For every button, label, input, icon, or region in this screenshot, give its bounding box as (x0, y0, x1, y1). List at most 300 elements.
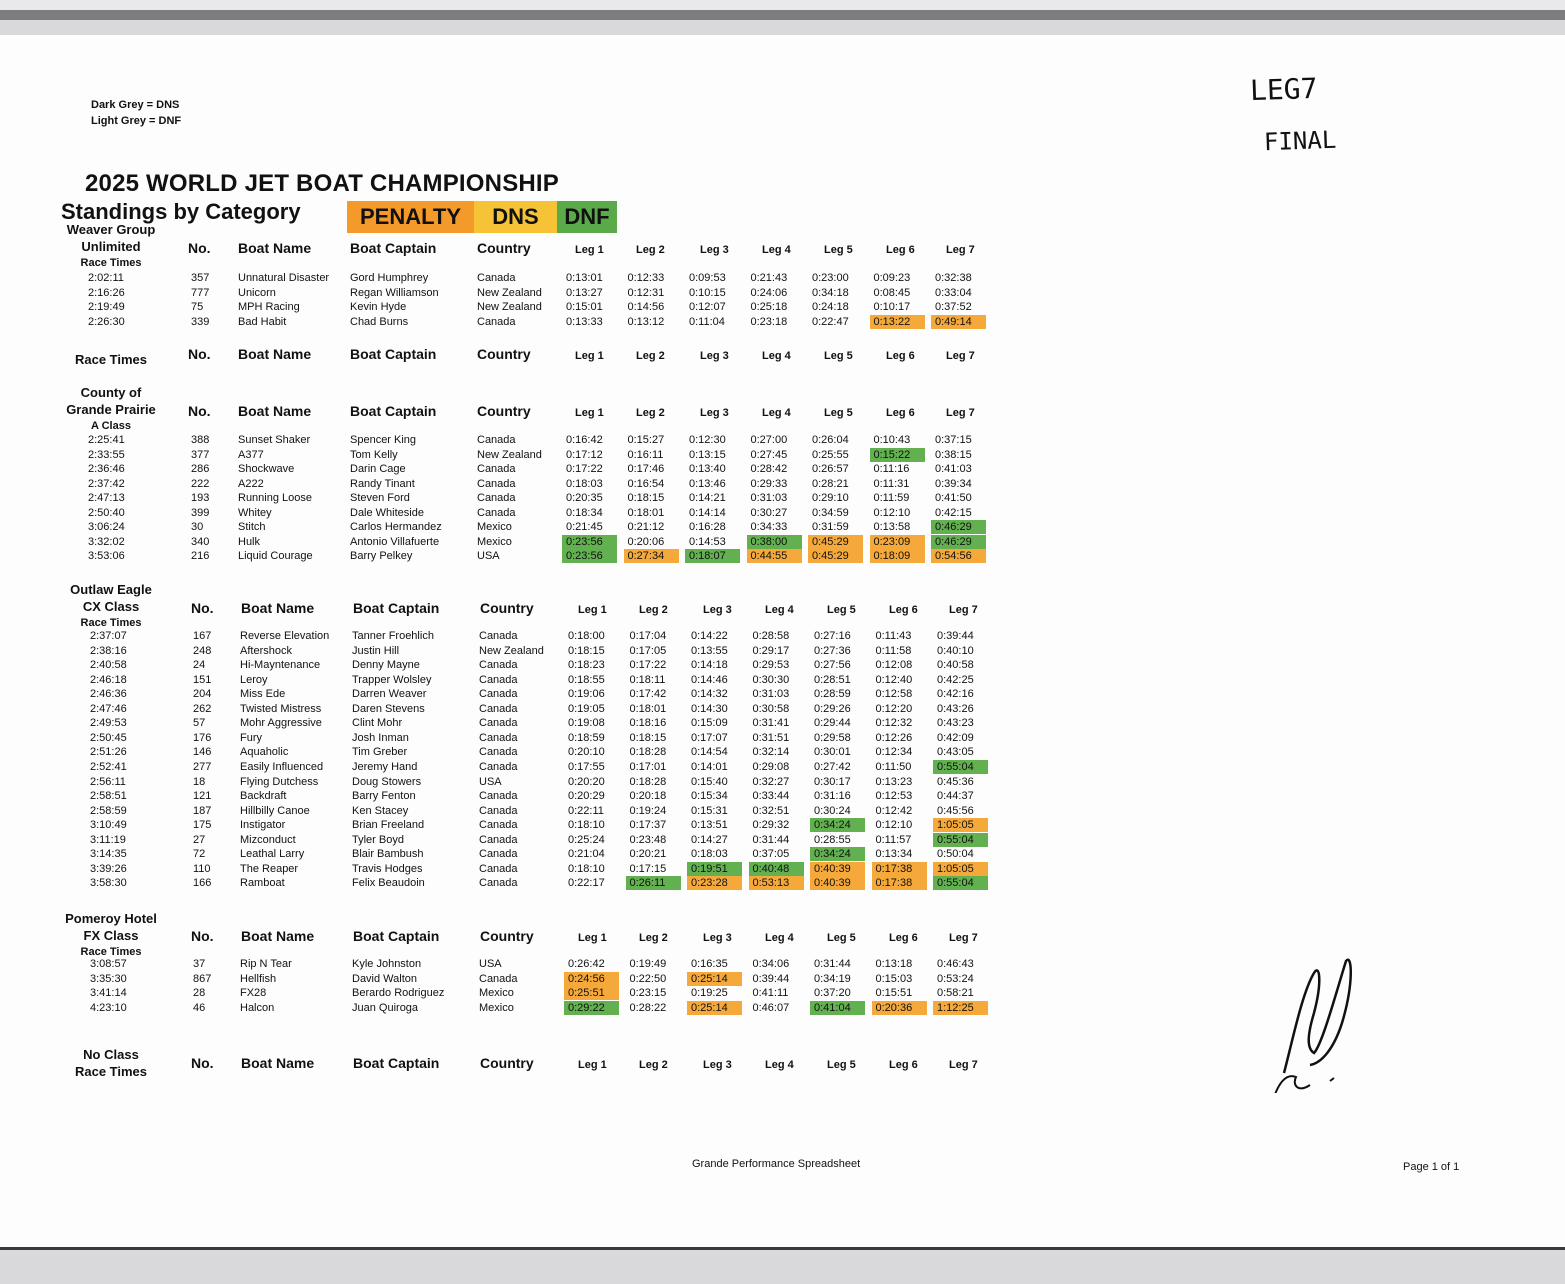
window-top-bar (0, 10, 1565, 20)
leg-time-cell: 0:37:15 (935, 434, 972, 446)
boat-captain-cell: Regan Williamson (350, 286, 439, 299)
leg-time-cell: 0:40:10 (937, 644, 974, 657)
column-header: Leg 7 (946, 350, 975, 362)
leg-time-cell: 0:43:23 (937, 717, 974, 730)
race-time-cell: 2:46:36 (90, 688, 127, 701)
column-header: Country (480, 928, 534, 944)
boat-name-cell: Mizconduct (240, 833, 296, 846)
boat-captain-cell: Jeremy Hand (352, 760, 418, 773)
leg-time-cell: 0:31:59 (812, 521, 849, 534)
category-label (56, 910, 166, 961)
leg-time-cell: 0:41:11 (752, 987, 789, 1000)
leg-time-cell: 0:20:35 (566, 492, 603, 505)
leg-time-cell: 0:13:58 (873, 521, 911, 534)
leg-time-cell: 0:33:04 (935, 286, 972, 299)
column-header: Leg 3 (700, 244, 729, 256)
boat-number-cell: 187 (193, 804, 212, 817)
country-cell: Canada (479, 702, 518, 715)
leg-time-cell: 0:14:18 (691, 659, 728, 672)
leg-time-cell: 0:18:59 (568, 731, 605, 744)
leg-time-cell: 0:18:23 (568, 659, 605, 672)
boat-number-cell: 176 (193, 731, 212, 744)
boat-name-cell: Leathal Larry (240, 848, 305, 861)
leg-time-cell: 0:15:40 (691, 775, 728, 788)
table-row (0, 271, 1000, 285)
country-cell: Canada (479, 630, 518, 642)
table-row (0, 644, 1000, 658)
race-time-cell: 2:49:53 (90, 717, 127, 730)
leg-time-cell: 0:42:25 (937, 673, 974, 686)
leg-time-cell: 0:11:31 (873, 477, 910, 490)
leg-time-cell: 0:27:56 (814, 659, 851, 672)
boat-captain-cell: Barry Fenton (352, 790, 416, 803)
boat-captain-cell: Blair Bambush (352, 848, 424, 861)
column-header: Leg 5 (827, 1059, 856, 1071)
scanned-page (0, 35, 1565, 1250)
leg-time-cell: 0:25:55 (812, 448, 849, 461)
boat-number-cell: 72 (193, 848, 206, 861)
leg-time-cell: 0:41:50 (935, 492, 972, 505)
leg-time-cell: 0:20:06 (627, 535, 665, 548)
country-cell: Canada (479, 862, 518, 875)
country-cell: USA (479, 775, 502, 788)
race-time-cell: 3:35:30 (90, 972, 127, 985)
leg-time-cell: 0:14:22 (691, 630, 728, 642)
handwritten-leg: LEG7 (1249, 71, 1318, 108)
leg-time-cell: 0:29:53 (752, 659, 790, 672)
window-top-band (0, 0, 1565, 10)
leg-time-cell: 0:29:44 (814, 717, 851, 730)
leg-time-cell: 0:37:05 (752, 848, 790, 861)
leg-time-cell: 0:16:11 (627, 448, 664, 461)
leg-time-cell: 0:44:55 (747, 549, 802, 563)
leg-time-cell: 0:29:33 (750, 477, 788, 490)
leg-time-cell: 0:14:53 (689, 535, 726, 548)
table-row (0, 775, 1000, 789)
boat-name-cell: Shockwave (238, 463, 295, 476)
leg-time-cell: 0:14:14 (689, 506, 726, 519)
boat-captain-cell: Justin Hill (352, 644, 400, 657)
table-row (0, 731, 1000, 745)
column-header: Leg 2 (636, 244, 665, 256)
boat-captain-cell: Kyle Johnston (352, 958, 422, 970)
race-time-cell: 2:37:07 (90, 630, 127, 642)
leg-time-cell: 1:05:05 (933, 862, 988, 876)
leg-time-cell: 0:23:56 (562, 535, 617, 549)
column-header: Leg 5 (824, 244, 853, 256)
leg-time-cell: 0:29:58 (814, 731, 851, 744)
boat-captain-cell: Tanner Froehlich (352, 630, 434, 642)
column-header: Boat Name (241, 600, 315, 616)
column-header: Leg 2 (636, 407, 665, 419)
leg-time-cell: 0:19:24 (629, 804, 667, 817)
boat-captain-cell: Ken Stacey (352, 804, 409, 817)
race-time-cell: 2:50:45 (90, 731, 127, 744)
race-time-cell: 3:14:35 (90, 848, 127, 861)
leg-time-cell: 0:17:38 (872, 876, 927, 890)
leg-time-cell: 0:42:09 (937, 731, 974, 744)
leg-time-cell: 0:15:03 (875, 972, 913, 985)
race-time-cell: 3:32:02 (88, 535, 125, 548)
country-cell: Canada (477, 492, 516, 505)
table-row (0, 687, 1000, 701)
leg-time-cell: 0:28:42 (750, 463, 788, 476)
race-time-cell: 3:06:24 (88, 521, 125, 534)
column-header: Leg 2 (636, 350, 665, 362)
key-penalty: PENALTY (347, 201, 474, 233)
category-line: No Class (83, 1047, 139, 1062)
leg-time-cell: 0:22:47 (812, 315, 849, 328)
column-header: Leg 7 (949, 932, 978, 944)
leg-time-cell: 0:45:29 (808, 549, 863, 563)
category-line: Race Times (74, 1064, 148, 1079)
leg-time-cell: 0:15:31 (691, 804, 728, 817)
boat-number-cell: 166 (193, 877, 212, 890)
leg-time-cell: 0:12:20 (875, 702, 913, 715)
leg-time-cell: 0:18:34 (566, 506, 603, 519)
leg-time-cell: 0:38:15 (935, 448, 972, 461)
leg-time-cell: 0:17:15 (629, 862, 667, 875)
category-line: Race Times (74, 352, 148, 367)
boat-captain-cell: Darin Cage (350, 463, 406, 476)
leg-time-cell: 0:18:15 (629, 731, 667, 744)
boat-name-cell: Liquid Courage (238, 550, 313, 563)
table-row (0, 804, 1000, 818)
leg-time-cell: 0:29:26 (814, 702, 851, 715)
boat-number-cell: 357 (191, 272, 210, 284)
leg-time-cell: 0:12:34 (875, 746, 913, 759)
boat-number-cell: 222 (191, 477, 210, 490)
boat-captain-cell: Carlos Hermandez (350, 521, 442, 534)
boat-number-cell: 777 (191, 286, 210, 299)
column-header: Leg 3 (703, 932, 732, 944)
boat-name-cell: Mohr Aggressive (240, 717, 322, 730)
leg-time-cell: 0:45:29 (808, 535, 863, 549)
page-subtitle: Standings by Category (61, 199, 301, 224)
race-time-cell: 4:23:10 (90, 1001, 127, 1014)
column-header: Leg 5 (824, 350, 853, 362)
leg-time-cell: 0:14:27 (691, 833, 728, 846)
leg-time-cell: 0:11:59 (873, 492, 910, 505)
leg-time-cell: 0:32:14 (752, 746, 790, 759)
category-label (56, 351, 166, 368)
leg-time-cell: 0:18:10 (568, 862, 605, 875)
leg-time-cell: 0:32:27 (752, 775, 790, 788)
country-cell: Mexico (479, 987, 514, 1000)
column-header: Leg 4 (762, 350, 791, 362)
leg-time-cell: 0:53:24 (937, 972, 974, 985)
boat-captain-cell: Tim Greber (352, 746, 408, 759)
leg-time-cell: 0:17:55 (568, 760, 605, 773)
leg-time-cell: 0:29:08 (752, 760, 790, 773)
column-header: Leg 6 (889, 604, 918, 616)
boat-number-cell: 286 (191, 463, 210, 476)
category-line: Race Times (80, 257, 142, 269)
leg-time-cell: 0:31:03 (752, 688, 790, 701)
boat-name-cell: Easily Influenced (240, 760, 324, 773)
leg-time-cell: 0:23:15 (629, 987, 667, 1000)
leg-time-cell: 0:42:16 (937, 688, 974, 701)
column-header: Leg 2 (639, 1059, 668, 1071)
leg-time-cell: 0:17:01 (629, 760, 667, 773)
leg-time-cell: 0:20:21 (629, 848, 667, 861)
leg-time-cell: 0:17:38 (872, 862, 927, 876)
leg-time-cell: 0:23:48 (629, 833, 667, 846)
column-header: No. (191, 1055, 214, 1071)
boat-name-cell: Rip N Tear (240, 958, 292, 970)
country-cell: Canada (479, 760, 518, 773)
leg-time-cell: 0:53:13 (749, 876, 804, 890)
table-row (0, 477, 1000, 491)
column-header: Leg 1 (578, 604, 607, 616)
leg-time-cell: 0:21:45 (566, 521, 603, 534)
column-header: Leg 4 (762, 407, 791, 419)
category-line: County of (80, 385, 142, 400)
boat-captain-cell: Josh Inman (352, 731, 409, 744)
country-cell: New Zealand (479, 644, 544, 657)
country-cell: Canada (479, 659, 518, 672)
leg-time-cell: 0:34:24 (810, 818, 865, 832)
boat-captain-cell: Dale Whiteside (350, 506, 424, 519)
leg-time-cell: 0:39:44 (752, 972, 790, 985)
leg-time-cell: 1:12:25 (933, 1001, 988, 1015)
race-time-cell: 3:39:26 (90, 862, 127, 875)
leg-time-cell: 0:21:04 (568, 848, 605, 861)
boat-name-cell: Ramboat (240, 877, 285, 890)
column-header: Leg 6 (889, 932, 918, 944)
leg-time-cell: 0:21:43 (750, 272, 788, 284)
leg-time-cell: 0:13:12 (627, 315, 665, 328)
boat-name-cell: Hi-Mayntenance (240, 659, 321, 672)
column-header: Leg 3 (700, 407, 729, 419)
leg-time-cell: 0:15:09 (691, 717, 728, 730)
leg-time-cell: 0:11:57 (875, 833, 912, 846)
leg-time-cell: 0:39:44 (937, 630, 974, 642)
column-header: Leg 6 (889, 1059, 918, 1071)
leg-time-cell: 0:20:20 (568, 775, 605, 788)
boat-number-cell: 75 (191, 301, 204, 314)
column-header: Leg 7 (946, 407, 975, 419)
leg-time-cell: 0:37:52 (935, 301, 972, 314)
race-time-cell: 2:58:59 (90, 804, 127, 817)
leg-time-cell: 0:23:18 (750, 315, 788, 328)
country-cell: Canada (477, 434, 516, 446)
table-row (0, 789, 1000, 803)
leg-time-cell: 0:13:18 (875, 958, 913, 970)
boat-number-cell: 167 (193, 630, 212, 642)
race-time-cell: 2:02:11 (88, 272, 124, 284)
leg-time-cell: 0:14:32 (691, 688, 728, 701)
leg-time-cell: 0:28:21 (812, 477, 849, 490)
leg-time-cell: 0:18:00 (568, 630, 605, 642)
leg-time-cell: 0:32:51 (752, 804, 790, 817)
table-row (0, 462, 1000, 476)
leg-time-cell: 0:18:28 (629, 775, 667, 788)
boat-captain-cell: Daren Stevens (352, 702, 425, 715)
leg-time-cell: 0:19:25 (691, 987, 728, 1000)
leg-time-cell: 0:33:44 (752, 790, 790, 803)
table-row (0, 629, 1000, 643)
legend-note-dns: Dark Grey = DNS (91, 99, 180, 111)
leg-time-cell: 0:28:51 (814, 673, 851, 686)
leg-time-cell: 0:30:24 (814, 804, 851, 817)
leg-time-cell: 0:30:27 (750, 506, 788, 519)
race-time-cell: 2:16:26 (88, 286, 125, 299)
country-cell: New Zealand (477, 301, 542, 314)
country-cell: Canada (479, 804, 518, 817)
boat-name-cell: A377 (238, 448, 264, 461)
leg-time-cell: 0:13:22 (870, 315, 925, 329)
boat-number-cell: 37 (193, 958, 206, 970)
table-row (0, 520, 1000, 534)
column-header: Leg 7 (949, 604, 978, 616)
boat-name-cell: Halcon (240, 1001, 275, 1014)
boat-captain-cell: Brian Freeland (352, 819, 425, 832)
table-row (0, 658, 1000, 672)
leg-time-cell: 0:55:04 (933, 833, 988, 847)
boat-number-cell: 110 (193, 862, 211, 875)
leg-time-cell: 0:31:51 (752, 731, 790, 744)
boat-number-cell: 377 (191, 448, 210, 461)
column-header: Boat Captain (353, 600, 440, 616)
leg-time-cell: 0:29:17 (752, 644, 790, 657)
table-row (0, 716, 1000, 730)
leg-time-cell: 0:17:42 (629, 688, 667, 701)
boat-captain-cell: Kevin Hyde (350, 301, 407, 314)
column-header: Leg 5 (827, 604, 856, 616)
column-header: Leg 6 (886, 244, 915, 256)
boat-name-cell: Hellfish (240, 972, 277, 985)
leg-time-cell: 0:11:43 (875, 630, 912, 642)
table-row (0, 972, 1000, 986)
table-row (0, 1001, 1000, 1015)
leg-time-cell: 0:41:03 (935, 463, 972, 476)
leg-time-cell: 0:22:11 (568, 804, 604, 817)
country-cell: USA (477, 550, 500, 563)
leg-time-cell: 0:39:34 (935, 477, 972, 490)
leg-time-cell: 0:31:44 (752, 833, 790, 846)
boat-number-cell: 340 (191, 535, 210, 548)
country-cell: Canada (479, 688, 518, 701)
leg-time-cell: 0:37:20 (814, 987, 851, 1000)
leg-time-cell: 0:18:01 (629, 702, 667, 715)
country-cell: Canada (479, 972, 518, 985)
boat-number-cell: 57 (193, 717, 206, 730)
country-cell: Mexico (477, 521, 512, 534)
leg-time-cell: 0:55:04 (933, 760, 988, 774)
column-header: No. (191, 928, 214, 944)
country-cell: Canada (479, 877, 518, 890)
column-header: Leg 3 (703, 1059, 732, 1071)
country-cell: Canada (479, 833, 518, 846)
boat-number-cell: 175 (193, 819, 212, 832)
boat-name-cell: Unicorn (238, 286, 276, 299)
leg-time-cell: 0:29:10 (812, 492, 849, 505)
column-header: Country (480, 1055, 534, 1071)
leg-time-cell: 0:46:07 (752, 1001, 790, 1014)
boat-name-cell: The Reaper (240, 862, 299, 875)
race-time-cell: 2:33:55 (88, 448, 125, 461)
leg-time-cell: 0:22:17 (568, 877, 605, 890)
leg-time-cell: 0:09:53 (689, 272, 726, 284)
boat-captain-cell: Randy Tinant (350, 477, 415, 490)
leg-time-cell: 0:44:37 (937, 790, 974, 803)
boat-captain-cell: Gord Humphrey (350, 272, 429, 284)
boat-number-cell: 151 (193, 673, 212, 686)
leg-time-cell: 0:13:27 (566, 286, 603, 299)
boat-captain-cell: David Walton (352, 972, 418, 985)
country-cell: Canada (477, 315, 516, 328)
leg-time-cell: 0:12:31 (627, 286, 665, 299)
boat-captain-cell: Barry Pelkey (350, 550, 413, 563)
leg-time-cell: 0:34:18 (812, 286, 849, 299)
leg-time-cell: 0:21:12 (627, 521, 665, 534)
boat-number-cell: 30 (191, 521, 204, 534)
boat-captain-cell: Spencer King (350, 434, 417, 446)
country-cell: New Zealand (477, 286, 542, 299)
country-cell: Canada (477, 477, 516, 490)
leg-time-cell: 0:16:54 (627, 477, 665, 490)
leg-time-cell: 0:20:29 (568, 790, 605, 803)
table-row (0, 702, 1000, 716)
column-header: Boat Name (238, 240, 312, 256)
column-header: Boat Captain (353, 1055, 440, 1071)
category-line: Outlaw Eagle (70, 582, 152, 597)
table-row (0, 876, 1000, 890)
country-cell: Canada (479, 746, 518, 759)
leg-time-cell: 0:40:48 (749, 862, 804, 876)
leg-time-cell: 0:15:34 (691, 790, 728, 803)
key-dns: DNS (474, 201, 557, 233)
boat-name-cell: Unnatural Disaster (238, 272, 330, 284)
leg-time-cell: 0:43:26 (937, 702, 974, 715)
leg-time-cell: 0:17:37 (629, 819, 667, 832)
table-row (0, 745, 1000, 759)
leg-time-cell: 0:12:10 (873, 506, 911, 519)
column-header: Leg 7 (949, 1059, 978, 1071)
leg-time-cell: 0:40:39 (810, 876, 865, 890)
leg-time-cell: 0:34:24 (810, 847, 865, 861)
legend-note-dnf: Light Grey = DNF (91, 115, 182, 127)
leg-time-cell: 0:10:17 (873, 301, 911, 314)
leg-time-cell: 0:18:07 (685, 549, 740, 563)
boat-captain-cell: Tom Kelly (350, 448, 398, 461)
key-dnf: DNF (557, 201, 617, 233)
boat-captain-cell: Denny Mayne (352, 659, 420, 672)
boat-number-cell: 27 (193, 833, 206, 846)
signature (1262, 953, 1362, 1093)
country-cell: Canada (477, 272, 516, 284)
leg-time-cell: 0:25:18 (750, 301, 788, 314)
leg-time-cell: 0:13:40 (689, 463, 726, 476)
leg-time-cell: 0:25:14 (687, 1001, 742, 1015)
table-row (0, 957, 1000, 971)
leg-time-cell: 0:13:33 (566, 315, 603, 328)
leg-time-cell: 0:14:21 (689, 492, 726, 505)
table-row (0, 491, 1000, 505)
race-time-cell: 2:46:18 (90, 673, 127, 686)
column-header: Boat Name (241, 928, 315, 944)
leg-time-cell: 0:40:39 (810, 862, 865, 876)
leg-time-cell: 0:12:42 (875, 804, 913, 817)
leg-time-cell: 0:40:58 (937, 659, 974, 672)
leg-time-cell: 0:24:18 (812, 301, 849, 314)
table-row (0, 535, 1000, 549)
column-header: Leg 3 (703, 604, 732, 616)
category-line: Race Times (80, 946, 142, 958)
leg-time-cell: 0:31:41 (752, 717, 790, 730)
boat-name-cell: Sunset Shaker (238, 434, 311, 446)
